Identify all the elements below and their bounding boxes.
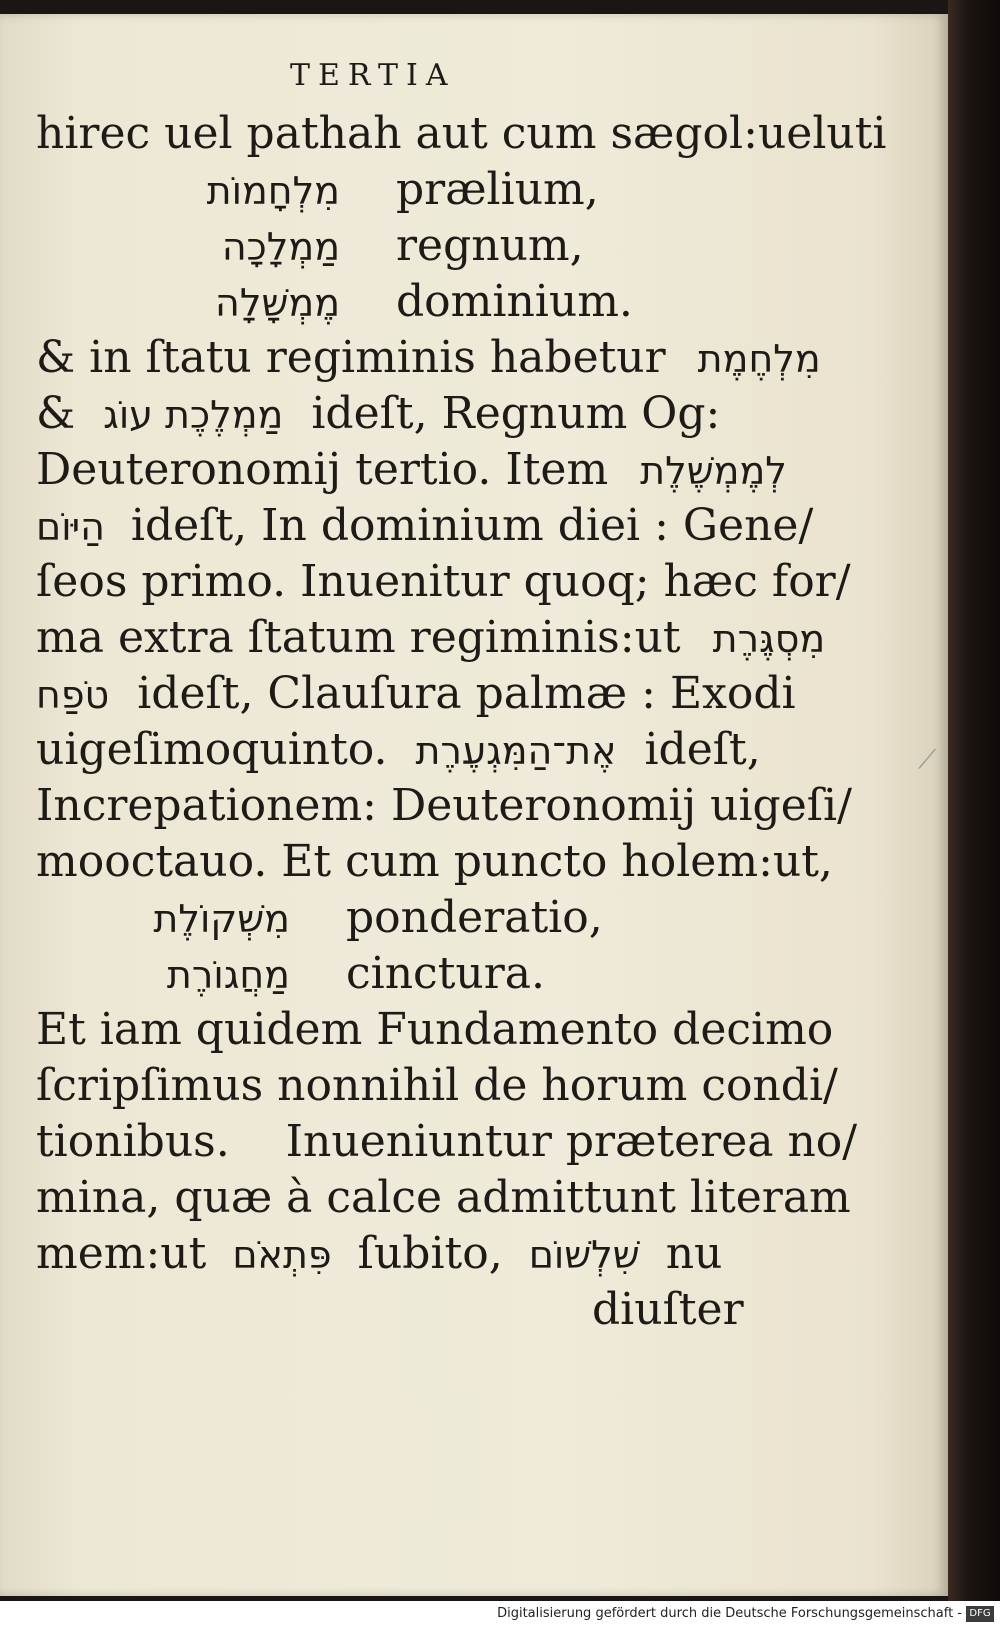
text-line-9: ſeos primo. Inuenitur quoq; hæc for/: [36, 556, 851, 607]
text-line-20: mina, quæ à calce admittunt literam: [36, 1172, 851, 1223]
text-line-2: מִלְחָמוֹת prælium,: [206, 164, 599, 215]
text-line-1: hirec uel pathah aut cum sægol:ueluti: [36, 108, 887, 159]
text-line-8: הַיּוֹם ideſt, In dominium diei : Gene/: [36, 500, 814, 551]
text-line-13: Increpationem: Deuteronomij uigeſi/: [36, 780, 852, 831]
footer-text: Digitalisierung gefördert durch die Deutsche Forschungsgemeinschaft -: [497, 1606, 962, 1621]
running-header: TERTIA: [290, 58, 456, 93]
text-line-11: טֹפַח ideſt, Clauſura palmæ : Exodi: [36, 668, 796, 719]
text-line-16: מַחֲגוֹרֶת cinctura.: [166, 948, 545, 999]
text-line-12: uigeſimoquinto. אֶת־הַמִּגְעֶרֶת ideſt,: [36, 724, 761, 775]
text-line-4: מֶמְשָׁלָה dominium.: [215, 276, 633, 327]
text-line-14: mooctauo. Et cum puncto holem:ut,: [36, 836, 833, 887]
book-spine: [948, 0, 1000, 1627]
text-line-19: tionibus. Inueniuntur præterea no/: [36, 1116, 858, 1167]
text-line-15: מִשְׁקוֹלֶת ponderatio,: [153, 892, 603, 943]
text-line-3: מַמְלָכָה regnum,: [221, 220, 584, 271]
text-line-10: ma extra ſtatum regiminis:ut מִסְגֶּרֶת: [36, 612, 826, 663]
text-line-7: Deuteronomij tertio. Item לְמֶמְשֶׁלֶת: [36, 444, 787, 495]
margin-mark: ⟋: [918, 745, 937, 775]
text-line-21: mem:ut פִּתְאֹם ſubito, שִׁלְשׁוֹם nu: [36, 1228, 723, 1279]
text-line-5: & in ſtatu regiminis habetur מִלְחֶמֶת: [36, 332, 821, 383]
text-line-18: ſcripſimus nonnihil de horum condi/: [36, 1060, 838, 1111]
digitization-footer: [0, 1601, 1000, 1627]
text-line-6: & מַמְלֶכֶת עוֹג ideſt, Regnum Og:: [36, 388, 721, 439]
dfg-logo: DFG: [966, 1606, 994, 1622]
text-line-17: Et iam quidem Fundamento decimo: [36, 1004, 834, 1055]
catchword: diuſter: [592, 1284, 744, 1335]
